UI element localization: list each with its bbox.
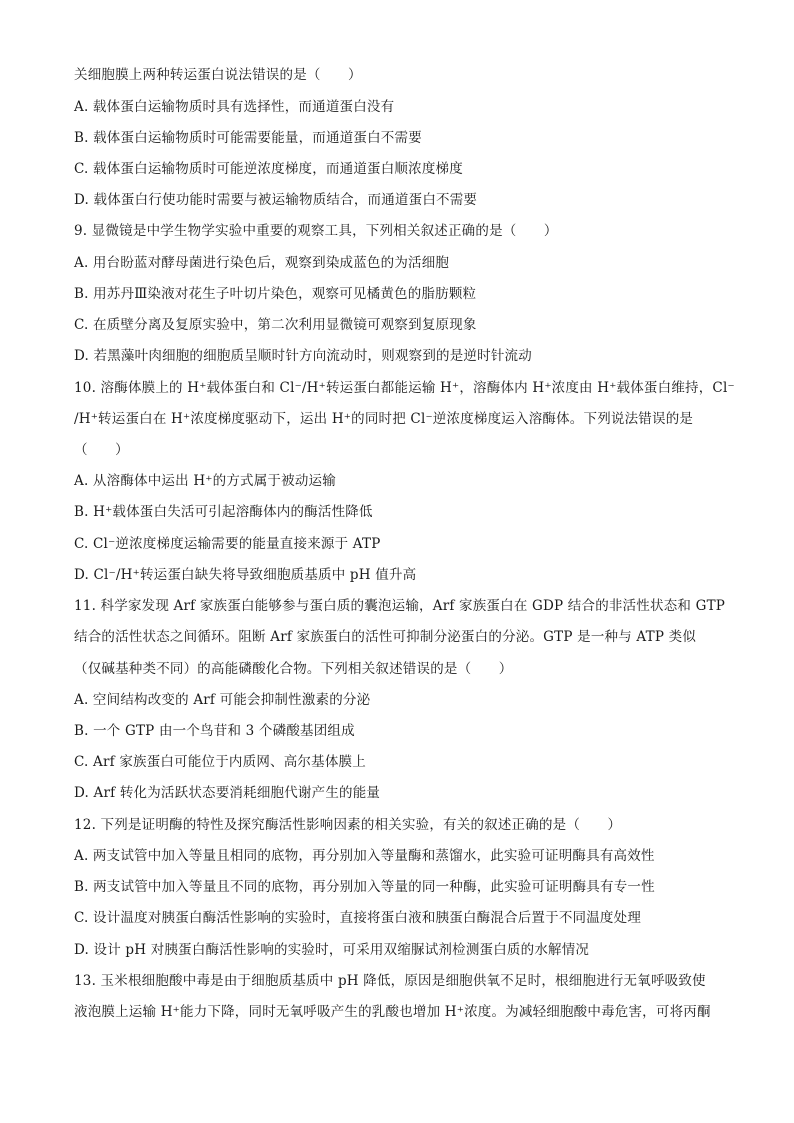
question-13-stem-line-1: 13. 玉米根细胞酸中毒是由于细胞质基质中 pH 降低，原因是细胞供氧不足时，根细胞进行无氧呼吸致使	[74, 973, 706, 989]
question-12-option-c: C. 设计温度对胰蛋白酶活性影响的实验时，直接将蛋白液和胰蛋白酶混合后置于不同温度处理	[74, 910, 642, 926]
question-8-stem-continuation: 关细胞膜上两种转运蛋白说法错误的是（ ）	[74, 67, 362, 83]
question-12-option-b: B. 两支试管中加入等量且不同的底物，再分别加入等量的同一种酶，此实验可证明酶具有专一性	[74, 879, 655, 895]
question-11-option-a: A. 空间结构改变的 Arf 可能会抑制性激素的分泌	[74, 692, 371, 708]
question-10-option-c: C. Cl⁻逆浓度梯度运输需要的能量直接来源于 ATP	[74, 536, 381, 552]
question-13-stem-line-2: 液泡膜上运输 H⁺能力下降，同时无氧呼吸产生的乳酸也增加 H⁺浓度。为减轻细胞酸中毒危害，可将丙酮	[74, 1004, 711, 1020]
question-10-option-b: B. H⁺载体蛋白失活可引起溶酶体内的酶活性降低	[74, 504, 373, 520]
question-9-option-b: B. 用苏丹Ⅲ染液对花生子叶切片染色，观察可见橘黄色的脂肪颗粒	[74, 286, 477, 302]
question-10-option-d: D. Cl⁻/H⁺转运蛋白缺失将导致细胞质基质中 pH 值升高	[74, 567, 417, 583]
question-12-option-d: D. 设计 pH 对胰蛋白酶活性影响的实验时，可采用双缩脲试剂检测蛋白质的水解情况	[74, 942, 590, 958]
question-10-stem-line-2: /H⁺转运蛋白在 H⁺浓度梯度驱动下，运出 H⁺的同时把 Cl⁻逆浓度梯度运入溶酶体。下列说法错误的是	[74, 411, 694, 427]
question-9-option-d: D. 若黑藻叶肉细胞的细胞质呈顺时针方向流动时，则观察到的是逆时针流动	[74, 348, 532, 364]
question-10-stem-line-3: （ ）	[74, 442, 129, 458]
question-11-option-d: D. Arf 转化为活跃状态要消耗细胞代谢产生的能量	[74, 785, 381, 801]
question-9-option-a: A. 用台盼蓝对酵母菌进行染色后，观察到染成蓝色的为活细胞	[74, 255, 450, 271]
question-8-option-c: C. 载体蛋白运输物质时可能逆浓度梯度，而通道蛋白顺浓度梯度	[74, 161, 463, 177]
question-9-stem: 9. 显微镜是中学生物学实验中重要的观察工具，下列相关叙述正确的是（ ）	[74, 223, 558, 239]
question-8-option-b: B. 载体蛋白运输物质时可能需要能量，而通道蛋白不需要	[74, 130, 422, 146]
question-9-option-c: C. 在质壁分离及复原实验中，第二次利用显微镜可观察到复原现象	[74, 317, 477, 333]
question-11-option-b: B. 一个 GTP 由一个鸟苷和 3 个磷酸基团组成	[74, 723, 355, 739]
question-12-stem: 12. 下列是证明酶的特性及探究酶活性影响因素的相关实验，有关的叙述正确的是（ ）	[74, 817, 622, 833]
question-11-stem-line-2: 结合的活性状态之间循环。阻断 Arf 家族蛋白的活性可抑制分泌蛋白的分泌。GTP 是一种与 ATP 类似	[74, 629, 697, 645]
question-10-option-a: A. 从溶酶体中运出 H⁺的方式属于被动运输	[74, 473, 336, 489]
question-11-stem-line-3: （仅碱基种类不同）的高能磷酸化合物。下列相关叙述错误的是（ ）	[74, 661, 513, 677]
question-11-option-c: C. Arf 家族蛋白可能位于内质网、高尔基体膜上	[74, 754, 366, 770]
question-8-option-d: D. 载体蛋白行使功能时需要与被运输物质结合，而通道蛋白不需要	[74, 192, 478, 208]
question-12-option-a: A. 两支试管中加入等量且相同的底物，再分别加入等量酶和蒸馏水，此实验可证明酶具有高效性	[74, 848, 655, 864]
question-10-stem-line-1: 10. 溶酶体膜上的 H⁺载体蛋白和 Cl⁻/H⁺转运蛋白都能运输 H⁺，溶酶体内 H⁺浓度由 H⁺载体蛋白维持，Cl⁻	[74, 380, 735, 396]
question-8-option-a: A. 载体蛋白运输物质时具有选择性，而通道蛋白没有	[74, 99, 395, 115]
question-11-stem-line-1: 11. 科学家发现 Arf 家族蛋白能够参与蛋白质的囊泡运输，Arf 家族蛋白在 GDP 结合的非活性状态和 GTP	[74, 598, 726, 614]
